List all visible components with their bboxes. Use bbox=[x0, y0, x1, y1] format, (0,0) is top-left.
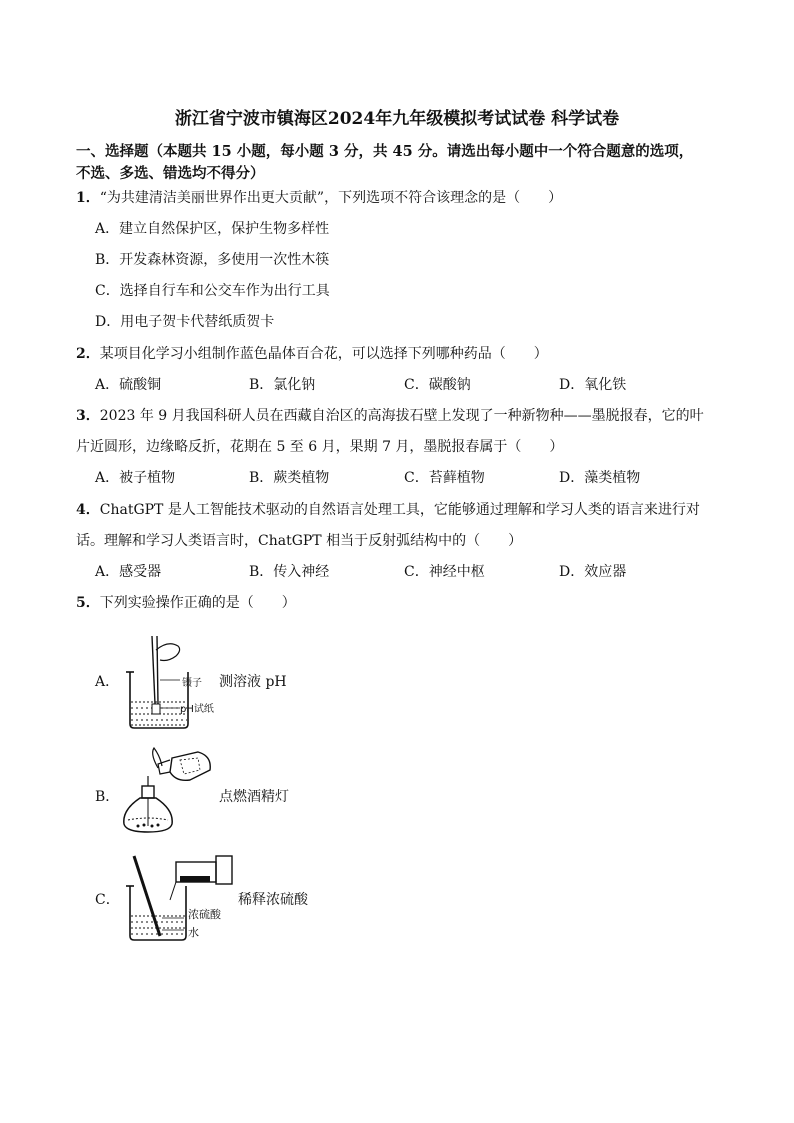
question-1 bbox=[76, 187, 562, 207]
q1-option-b: B．开发森林资源，多使用一次性木筷 bbox=[95, 252, 330, 268]
question-2 bbox=[76, 343, 548, 363]
question-number: 3． bbox=[76, 408, 100, 424]
q2-option-b: B．氯化钠 bbox=[249, 377, 316, 393]
q5-option-c-caption: 稀释浓硫酸 bbox=[238, 892, 308, 908]
question-5 bbox=[76, 592, 296, 612]
q3-option-c: C．苔藓植物 bbox=[404, 470, 485, 486]
page-title: 浙江省宁波市镇海区2024年九年级模拟考试试卷 科学试卷 bbox=[174, 109, 620, 129]
q5-option-c-letter: C． bbox=[95, 892, 120, 908]
section-heading-line2: 不选、多选、错选均不得分） bbox=[76, 165, 265, 182]
sulfuric-acid-dilution-figure bbox=[122, 852, 237, 944]
q4-option-b: B．传入神经 bbox=[249, 564, 330, 580]
question-4 bbox=[76, 499, 700, 519]
ph-paper-label: pH试纸 bbox=[180, 704, 214, 715]
question-stem: 下列实验操作正确的是（ ） bbox=[99, 595, 296, 611]
q2-option-a: A．硫酸铜 bbox=[95, 377, 162, 393]
q4-option-d: D．效应器 bbox=[559, 564, 627, 580]
question-stem-line1: ChatGPT 是人工智能技术驱动的自然语言处理工具，它能够通过理解和学习人类的语言来进行对 bbox=[99, 502, 700, 518]
q3-option-b: B．蕨类植物 bbox=[249, 470, 330, 486]
ph-test-figure bbox=[122, 632, 232, 732]
question-number: 4． bbox=[76, 502, 100, 518]
q1-option-c: C．选择自行车和公交车作为出行工具 bbox=[95, 283, 330, 299]
question-number: 2． bbox=[76, 346, 100, 362]
q2-option-c: C．碳酸钠 bbox=[404, 377, 471, 393]
concentrated-acid-label: 浓硫酸 bbox=[188, 908, 221, 921]
water-label: 水 bbox=[188, 926, 199, 939]
tweezers-label: 镊子 bbox=[182, 678, 202, 689]
q4-option-c: C．神经中枢 bbox=[404, 564, 485, 580]
question-3 bbox=[76, 405, 704, 425]
alcohol-lamp-figure bbox=[118, 746, 218, 836]
question-number: 5． bbox=[76, 595, 100, 611]
q1-option-d: D．用电子贺卡代替纸质贺卡 bbox=[95, 314, 275, 330]
question-stem: “为共建清洁美丽世界作出更大贡献”，下列选项不符合该理念的是（ ） bbox=[99, 190, 563, 206]
q5-option-b-letter: B． bbox=[95, 789, 120, 805]
q2-option-d: D．氧化铁 bbox=[559, 377, 627, 393]
q5-option-b-caption: 点燃酒精灯 bbox=[219, 789, 289, 805]
q3-option-d: D．藻类植物 bbox=[559, 470, 641, 486]
q1-option-a: A．建立自然保护区，保护生物多样性 bbox=[95, 221, 330, 237]
question-4-line2: 话。理解和学习人类语言时，ChatGPT 相当于反射弧结构中的（ ） bbox=[76, 533, 523, 549]
q3-option-a: A．被子植物 bbox=[95, 470, 176, 486]
question-number: 1． bbox=[76, 190, 100, 206]
q5-option-a-caption: 测溶液 pH bbox=[219, 674, 287, 690]
question-stem-line1: 2023 年 9 月我国科研人员在西藏自治区的高海拔石壁上发现了一种新物种——墨脱报春，它的叶 bbox=[99, 408, 704, 424]
question-stem: 某项目化学习小组制作蓝色晶体百合花，可以选择下列哪种药品（ ） bbox=[99, 346, 548, 362]
q4-option-a: A．感受器 bbox=[95, 564, 162, 580]
q5-option-a-letter: A． bbox=[95, 674, 120, 690]
section-heading-line1: 一、选择题（本题共 15 小题，每小题 3 分，共 45 分。请选出每小题中一个符合题意的选项， bbox=[76, 143, 694, 160]
question-3-line2: 片近圆形，边缘略反折，花期在 5 至 6 月，果期 7 月，墨脱报春属于（ ） bbox=[76, 439, 564, 455]
